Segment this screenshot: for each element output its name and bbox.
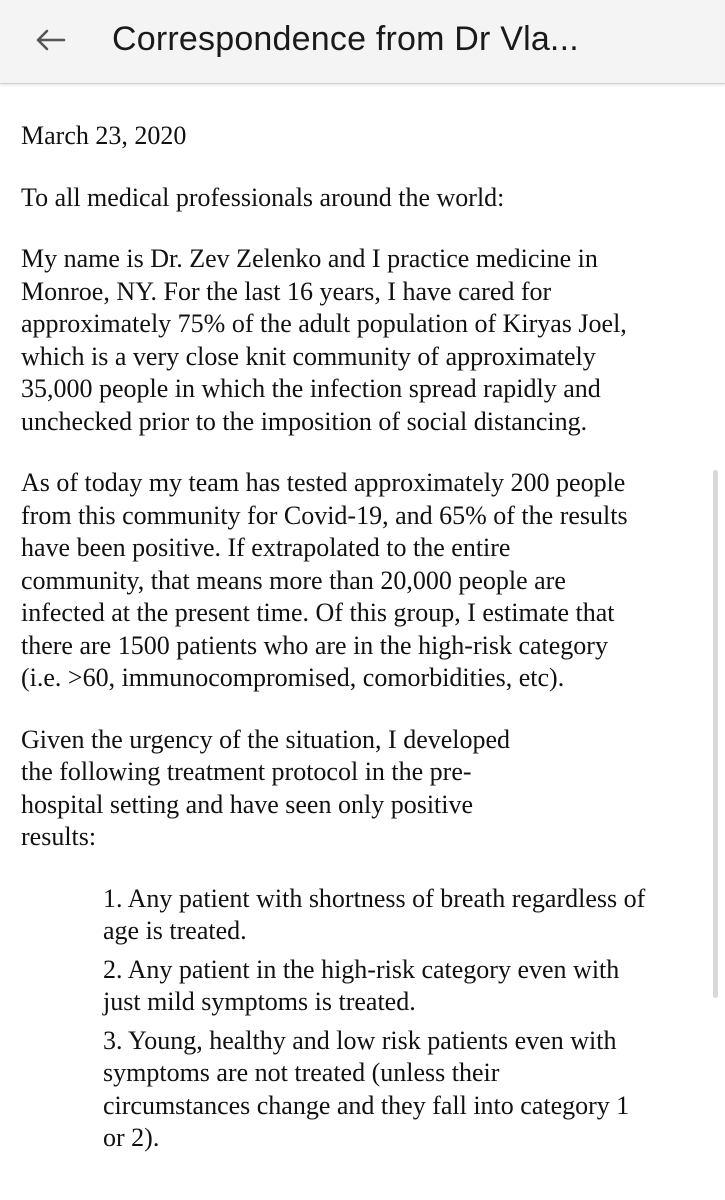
- letter-salutation: To all medical professionals around the world:: [21, 182, 505, 212]
- protocol-item-2: [103, 954, 711, 1019]
- text-line: As of today my team has tested approximately 200 people: [21, 468, 626, 497]
- text-line: just mild symptoms is treated.: [103, 987, 416, 1016]
- text-line: have been positive. If extrapolated to the entire: [21, 533, 511, 562]
- arrow-left-icon: [34, 28, 66, 52]
- paragraph-protocol-intro: [21, 724, 551, 854]
- text-line: Monroe, NY. For the last 16 years, I have cared for: [21, 276, 552, 306]
- text-line: infected at the present time. Of this group, I estimate that: [21, 598, 615, 627]
- text-line: circumstances change and they fall into category 1: [103, 1090, 630, 1120]
- protocol-list: [21, 883, 711, 1155]
- letter-body: [21, 120, 711, 1161]
- text-line: 2. Any patient in the high-risk category even with: [103, 954, 620, 984]
- app-bar: [0, 0, 725, 84]
- text-line: from this community for Covid-19, and 65% of the results: [21, 500, 628, 530]
- text-line: the following treatment protocol in the pre-: [21, 757, 472, 786]
- page-title: Correspondence from Dr Vla...: [112, 20, 579, 58]
- text-line: Given the urgency of the situation, I developed: [21, 724, 511, 754]
- text-line: approximately 75% of the adult population of Kiryas Joel,: [21, 309, 627, 338]
- text-line: 35,000 people in which the infection spread rapidly and: [21, 374, 601, 403]
- back-button[interactable]: [26, 18, 74, 62]
- text-line: (i.e. >60, immunocompromised, comorbidities, etc).: [21, 663, 565, 692]
- scrollbar-thumb[interactable]: [713, 470, 718, 998]
- paragraph-testing-results: [21, 467, 711, 695]
- text-line: community, that means more than 20,000 people are: [21, 565, 566, 595]
- paragraph-background: [21, 243, 711, 438]
- text-line: 1. Any patient with shortness of breath regardless of: [103, 883, 646, 913]
- text-line: unchecked prior to the imposition of social distancing.: [21, 406, 588, 436]
- text-line: results:: [21, 822, 97, 851]
- protocol-item-1: [103, 883, 711, 948]
- text-line: age is treated.: [103, 916, 247, 945]
- text-line: there are 1500 patients who are in the high-risk category: [21, 630, 608, 660]
- letter-date: March 23, 2020: [21, 121, 187, 150]
- text-line: symptoms are not treated (unless their: [103, 1058, 500, 1087]
- text-line: or 2).: [103, 1123, 160, 1152]
- text-line: My name is Dr. Zev Zelenko and I practice medicine in: [21, 244, 598, 273]
- text-line: hospital setting and have seen only positive: [21, 789, 474, 819]
- protocol-item-3: [103, 1025, 711, 1155]
- text-line: which is a very close knit community of approximately: [21, 341, 596, 371]
- text-line: 3. Young, healthy and low risk patients even with: [103, 1025, 617, 1055]
